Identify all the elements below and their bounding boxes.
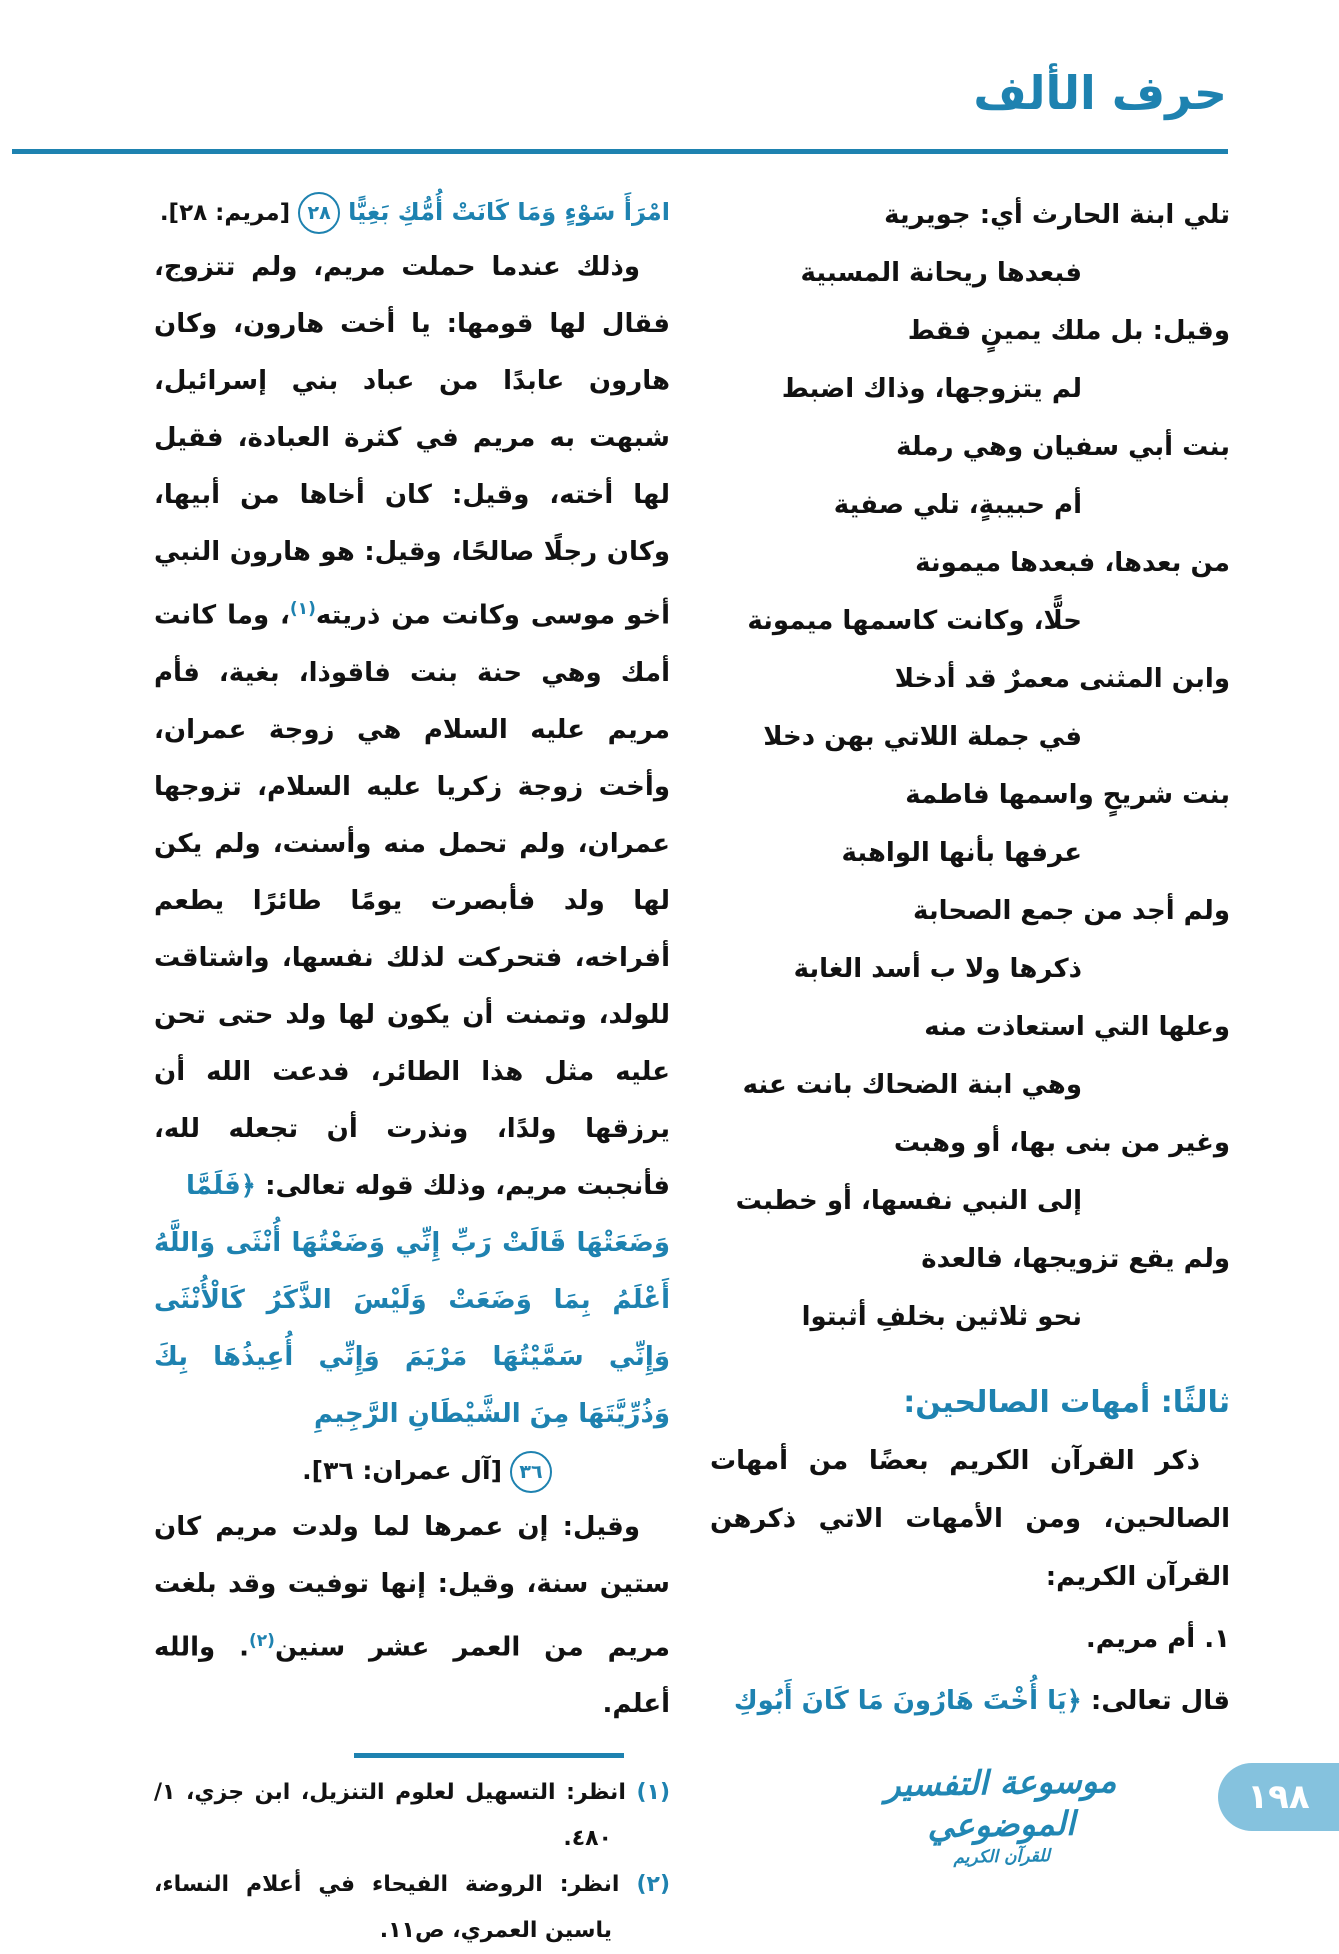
page-number: ١٩٨: [1247, 1777, 1310, 1817]
ayah-ref-line: [154, 1443, 670, 1499]
poem-line: وعلها التي استعاذت منه: [924, 1012, 1230, 1042]
surah-ref-maryam: [مريم: ٢٨].: [159, 200, 291, 226]
footnote-divider: [354, 1753, 624, 1758]
footnotes-block: [154, 1770, 670, 1954]
quran-inline-verse: ﴿يَا أُخْتَ هَارُونَ مَا كَانَ أَبُوكِ: [733, 1686, 1082, 1716]
poem-line: وغير من بنى بها، أو وهبت: [893, 1128, 1230, 1158]
qala-taala-line: [710, 1672, 1230, 1730]
poem-line: ولم يقع تزويجها، فالعدة: [921, 1244, 1230, 1274]
ayah-medallion-28: ٢٨: [298, 192, 340, 234]
poem-line: إلى النبي نفسها، أو خطبت: [735, 1186, 1082, 1216]
paragraph2-part2: . والله أعلم.: [154, 1632, 670, 1720]
page-columns: [154, 186, 1230, 1954]
encyclopedia-logo: [830, 1759, 1172, 1871]
header-rule: [12, 149, 1228, 154]
section-heading: ثالثًا: أمهات الصالحين:: [903, 1385, 1230, 1420]
poem-line: وقيل: بل ملك يمينٍ فقط: [907, 316, 1230, 346]
poem-line: من بعدها، فبعدها ميمونة: [915, 548, 1230, 578]
paragraph1-part2: ، وما كانت أمك وهي حنة بنت فاقوذا، بغية، فأم مريم عليه السلام هي زوجة عمران، وأخت زوجة زكريا عليه السلام، تزوجها عمران، ولم تحمل منه وأسنت، ولم يكن لها ولد فأبصرت يومًا طائرًا يطعم أفراخه، فتحركت لذلك نفسها، واشتاقت للولد، وتمنت أن يكون لها ولد حتى تحن عليه مثل هذا الطائر، فدعت الله أن يرزقها ولدًا، ونذرت أن تجعله لله، فأنجبت مريم، وذلك قوله تعالى:: [154, 600, 670, 1201]
footnote-2: [154, 1862, 670, 1954]
poem-line: عرفها بأنها الواهبة: [841, 838, 1082, 868]
poem-line: ذكرها ولا ب أسد الغابة: [793, 954, 1082, 984]
poem-line: في جملة اللاتي بهن دخلا: [763, 722, 1082, 752]
poem-line: تلي ابنة الحارث أي: جويرية: [884, 200, 1230, 230]
right-column: [710, 186, 1230, 1954]
body-paragraph-2: [154, 1499, 670, 1734]
left-column: [154, 186, 670, 1954]
ayah-medallion-36: ٣٦: [510, 1451, 552, 1493]
footnote-1-marker: (١): [636, 1780, 670, 1806]
intro-paragraph: ذكر القرآن الكريم بعضًا من أمهات الصالحين، ومن الأمهات الاتي ذكرهن القرآن الكريم:: [710, 1446, 1230, 1592]
poem-line: وهي ابنة الضحاك بانت عنه: [742, 1070, 1082, 1100]
qala-taala-label: قال تعالى:: [1081, 1686, 1230, 1716]
poem-line: وابن المثنى معمرٌ قد أدخلا: [894, 664, 1230, 694]
list-item-umm-maryam: ١. أم مريم.: [1085, 1624, 1230, 1654]
footnote-2-marker: (٢): [636, 1872, 670, 1898]
poem-line: لم يتزوجها، وذاك اضبط: [781, 374, 1082, 404]
verse-open: ﴿فَلَمَّا: [185, 1170, 257, 1201]
footnote-ref-2: (٢): [249, 1630, 275, 1651]
poem-block: [710, 186, 1230, 1346]
surah-ref-al-imran: [آل عمران: ٣٦].: [302, 1455, 502, 1485]
paragraph1-part1: وذلك عندما حملت مريم، ولم تتزوج، فقال لها قومها: يا أخت هارون، وكان هارون عابدًا من عباد بني إسرائيل، شبهت به مريم في كثرة العبادة، فقيل لها أخته، وقيل: كان أخاها من أبيها، وكان رجلًا صالحًا، وقيل: هو هارون النبي أخو موسى وكانت من ذريته: [154, 252, 670, 631]
footnote-1: [154, 1770, 670, 1862]
verse-continuation-line: [154, 186, 670, 239]
poem-line: أم حبيبةٍ، تلي صفية: [833, 490, 1082, 520]
footnote-2-text: انظر: الروضة الفيحاء في أعلام النساء، ياسين العمري، ص١١.: [154, 1872, 637, 1944]
footnote-1-text: انظر: التسهيل لعلوم التنزيل، ابن جزي، ١/ ٤٨٠.: [154, 1780, 637, 1852]
poem-line: نحو ثلاثين بخلفِ أثبتوا: [801, 1302, 1082, 1332]
page-number-badge: [1218, 1763, 1339, 1831]
poem-line: فبعدها ريحانة المسبية: [800, 258, 1082, 288]
poem-line: بنت شريحٍ واسمها فاطمة: [905, 780, 1230, 810]
body-paragraph-1: [154, 239, 670, 1215]
verse-continuation-text: امْرَأَ سَوْءٍ وَمَا كَانَتْ أُمُّكِ بَغِيًّا: [348, 198, 670, 226]
quran-block: وَضَعَتْهَا قَالَتْ رَبِّ إِنِّي وَضَعْتُهَا أُنْثَى وَاللَّهُ أَعْلَمُ بِمَا وَضَعَتْ وَلَيْسَ الذَّكَرُ كَالْأُنْثَى وَإِنِّي سَمَّيْتُهَا مَرْيَمَ وَإِنِّي أُعِيذُهَا بِكَ وَذُرِّيَّتَهَا مِنَ الشَّيْطَانِ الرَّجِيمِ: [154, 1227, 670, 1429]
logo-title: موسوعة التفسير الموضوعي: [884, 1760, 1117, 1846]
chapter-title: حرف الألف: [973, 66, 1227, 120]
logo-subtitle: للقرآن الكريم: [953, 1846, 1051, 1868]
footnote-ref-1: (١): [289, 599, 316, 619]
poem-line: بنت أبي سفيان وهي رملة: [896, 432, 1230, 462]
poem-line: ولم أجد من جمع الصحابة: [913, 896, 1230, 926]
paragraph2-part1: وقيل: إن عمرها لما ولدت مريم كان ستين سنة، وقيل: إنها توفيت وقد بلغت مريم من العمر عشر سنين: [154, 1511, 670, 1663]
poem-line: حلًّا، وكانت كاسمها ميمونة: [747, 606, 1082, 636]
